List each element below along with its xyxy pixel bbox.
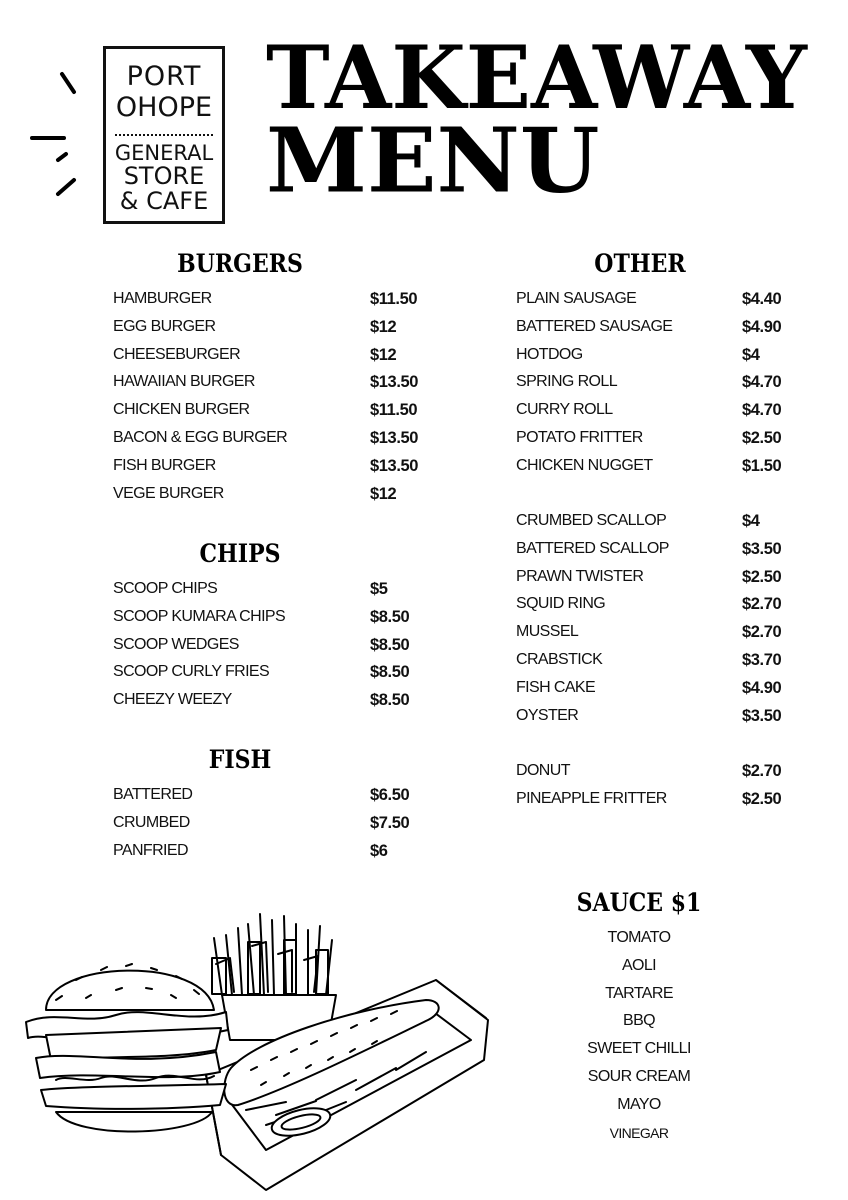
menu-item (516, 345, 796, 373)
menu-item-name: FISH CAKE (516, 678, 596, 696)
page-title-takeaway: TAKEAWAY (266, 26, 807, 129)
menu-item-price: $2.50 (742, 789, 782, 808)
menu-item-price: $11.50 (370, 401, 418, 420)
menu-item-name: PLAIN SAUSAGE (516, 290, 637, 307)
menu-item-price: $2.50 (742, 567, 782, 586)
menu-item (113, 841, 423, 869)
menu-item-name: MUSSEL (516, 623, 579, 641)
menu-item-price: $3.50 (742, 706, 782, 725)
menu-item-name: HAWAIIAN BURGER (113, 373, 255, 391)
menu-item (113, 289, 423, 317)
menu-item (113, 317, 423, 345)
menu-item-name: OYSTER (516, 706, 579, 724)
food-illustration (16, 900, 496, 1200)
menu-item-name: SCOOP KUMARA CHIPS (113, 607, 286, 625)
section-heading-fish: FISH (208, 745, 272, 774)
menu-item-price: $2.70 (742, 623, 782, 642)
menu-item (113, 372, 423, 400)
menu-item-price: $12 (370, 484, 397, 503)
menu-item-name: BATTERED SAUSAGE (516, 317, 673, 335)
sauce-item: MAYO (617, 1095, 661, 1113)
menu-item (113, 484, 423, 512)
menu-item (113, 635, 423, 663)
menu-item (516, 372, 796, 400)
burger-icon (26, 964, 228, 1132)
menu-item-price: $4.90 (742, 317, 782, 336)
menu-item-price: $3.70 (742, 650, 782, 669)
menu-item-name: BACON & EGG BURGER (113, 428, 288, 446)
sauce-item: BBQ (623, 1012, 655, 1030)
sauce-item: AOLI (621, 956, 657, 974)
menu-item-name: CRABSTICK (516, 650, 603, 668)
fries-icon (212, 914, 336, 1040)
menu-item-name: CHICKEN NUGGET (516, 456, 653, 474)
menu-item (516, 428, 796, 456)
menu-item-price: $12 (370, 345, 397, 364)
fish-list (113, 785, 423, 868)
menu-item-price: $7.50 (370, 813, 410, 832)
sauce-item: VINEGAR (609, 1124, 669, 1141)
menu-item-name: CHEEZY WEEZY (113, 691, 232, 709)
sauce-item: SWEET CHILLI (587, 1040, 691, 1058)
menu-item-name: FISH BURGER (113, 456, 216, 474)
menu-item-price: $4.40 (742, 290, 782, 308)
menu-item-price: $13.50 (370, 373, 419, 392)
menu-item (113, 785, 423, 813)
logo-line-ohope: OHOPE (115, 92, 213, 123)
logo-line-port: PORT (126, 61, 202, 92)
menu-item-price: $2.50 (742, 428, 782, 447)
other-list-group-3 (516, 761, 796, 817)
menu-item-name: HAMBURGER (113, 290, 212, 307)
sauce-list (560, 928, 718, 1150)
menu-item-price: $8.50 (370, 663, 410, 682)
menu-item (113, 400, 423, 428)
menu-item (516, 622, 796, 650)
menu-item (113, 428, 423, 456)
menu-item-name: POTATO FRITTER (516, 428, 643, 446)
section-heading-burgers: BURGERS (177, 249, 303, 278)
menu-item-name: DONUT (516, 762, 570, 779)
sauce-item: TARTARE (605, 984, 673, 1002)
menu-item-price: $13.50 (370, 428, 419, 447)
menu-item-name: VEGE BURGER (113, 484, 224, 502)
menu-item-name: CRUMBED (113, 813, 190, 831)
sauce-item: SOUR CREAM (587, 1067, 691, 1085)
menu-item (516, 317, 796, 345)
page-title-menu: MENU (266, 107, 600, 213)
menu-item (113, 813, 423, 841)
section-heading-sauce: SAUCE $1 (576, 888, 702, 917)
menu-item (113, 579, 423, 607)
menu-item (113, 690, 423, 718)
menu-item-price: $13.50 (370, 456, 419, 475)
menu-item-name: PRAWN TWISTER (516, 567, 644, 585)
menu-item-name: BATTERED (113, 786, 193, 803)
other-list-group-1 (516, 289, 796, 484)
menu-item (516, 594, 796, 622)
menu-item-name: SPRING ROLL (516, 373, 617, 391)
menu-item-price: $2.70 (742, 595, 782, 614)
menu-item (516, 400, 796, 428)
menu-item-name: PINEAPPLE FRITTER (516, 789, 667, 807)
menu-item-price: $4 (742, 512, 760, 530)
menu-item-price: $8.50 (370, 635, 410, 654)
menu-item-name: CRUMBED SCALLOP (516, 512, 667, 529)
menu-item-price: $4.90 (742, 678, 782, 697)
section-heading-chips: CHIPS (199, 539, 281, 568)
menu-item-name: BATTERED SCALLOP (516, 539, 669, 557)
section-heading-other: OTHER (594, 249, 686, 278)
menu-item (113, 345, 423, 373)
store-logo (103, 46, 225, 224)
menu-item (516, 511, 796, 539)
menu-item-price: $6 (370, 841, 388, 860)
menu-item-price: $1.50 (742, 456, 782, 475)
menu-item-price: $8.50 (370, 691, 410, 710)
sauce-item: TOMATO (607, 929, 671, 946)
menu-item-name: SCOOP CHIPS (113, 580, 218, 597)
menu-item-name: SQUID RING (516, 595, 606, 613)
menu-item-price: $8.50 (370, 607, 410, 626)
menu-item-price: $6.50 (370, 786, 410, 804)
rays-icon (22, 62, 92, 212)
menu-item-name: CURRY ROLL (516, 401, 613, 419)
menu-item-name: CHEESEBURGER (113, 345, 241, 363)
logo-divider (115, 134, 213, 136)
menu-item-price: $4 (742, 345, 760, 364)
menu-item-price: $4.70 (742, 373, 782, 392)
menu-item (516, 650, 796, 678)
menu-item (113, 607, 423, 635)
menu-item-name: CHICKEN BURGER (113, 401, 250, 419)
menu-item (113, 456, 423, 484)
menu-item (516, 289, 796, 317)
burgers-list (113, 289, 423, 511)
menu-item-name: PANFRIED (113, 841, 188, 859)
logo-line-store: STORE (123, 162, 205, 190)
chips-list (113, 579, 423, 718)
menu-item (516, 539, 796, 567)
menu-item (516, 678, 796, 706)
menu-item (516, 567, 796, 595)
menu-item-price: $11.50 (370, 290, 418, 308)
other-list-group-2 (516, 511, 796, 733)
menu-item (516, 761, 796, 789)
menu-item (113, 662, 423, 690)
menu-item (516, 789, 796, 817)
menu-item (516, 706, 796, 734)
menu-item-price: $2.70 (742, 762, 782, 780)
menu-item-name: HOTDOG (516, 345, 583, 363)
menu-item (516, 456, 796, 484)
menu-item-price: $5 (370, 580, 388, 598)
menu-item-price: $12 (370, 317, 397, 336)
menu-item-price: $3.50 (742, 539, 782, 558)
logo-line-cafe: & CAFE (119, 187, 209, 215)
logo-line-general: GENERAL (114, 141, 214, 165)
menu-item-price: $4.70 (742, 401, 782, 420)
menu-item-name: SCOOP WEDGES (113, 635, 239, 653)
menu-item-name: SCOOP CURLY FRIES (113, 663, 270, 681)
menu-item-name: EGG BURGER (113, 317, 216, 335)
